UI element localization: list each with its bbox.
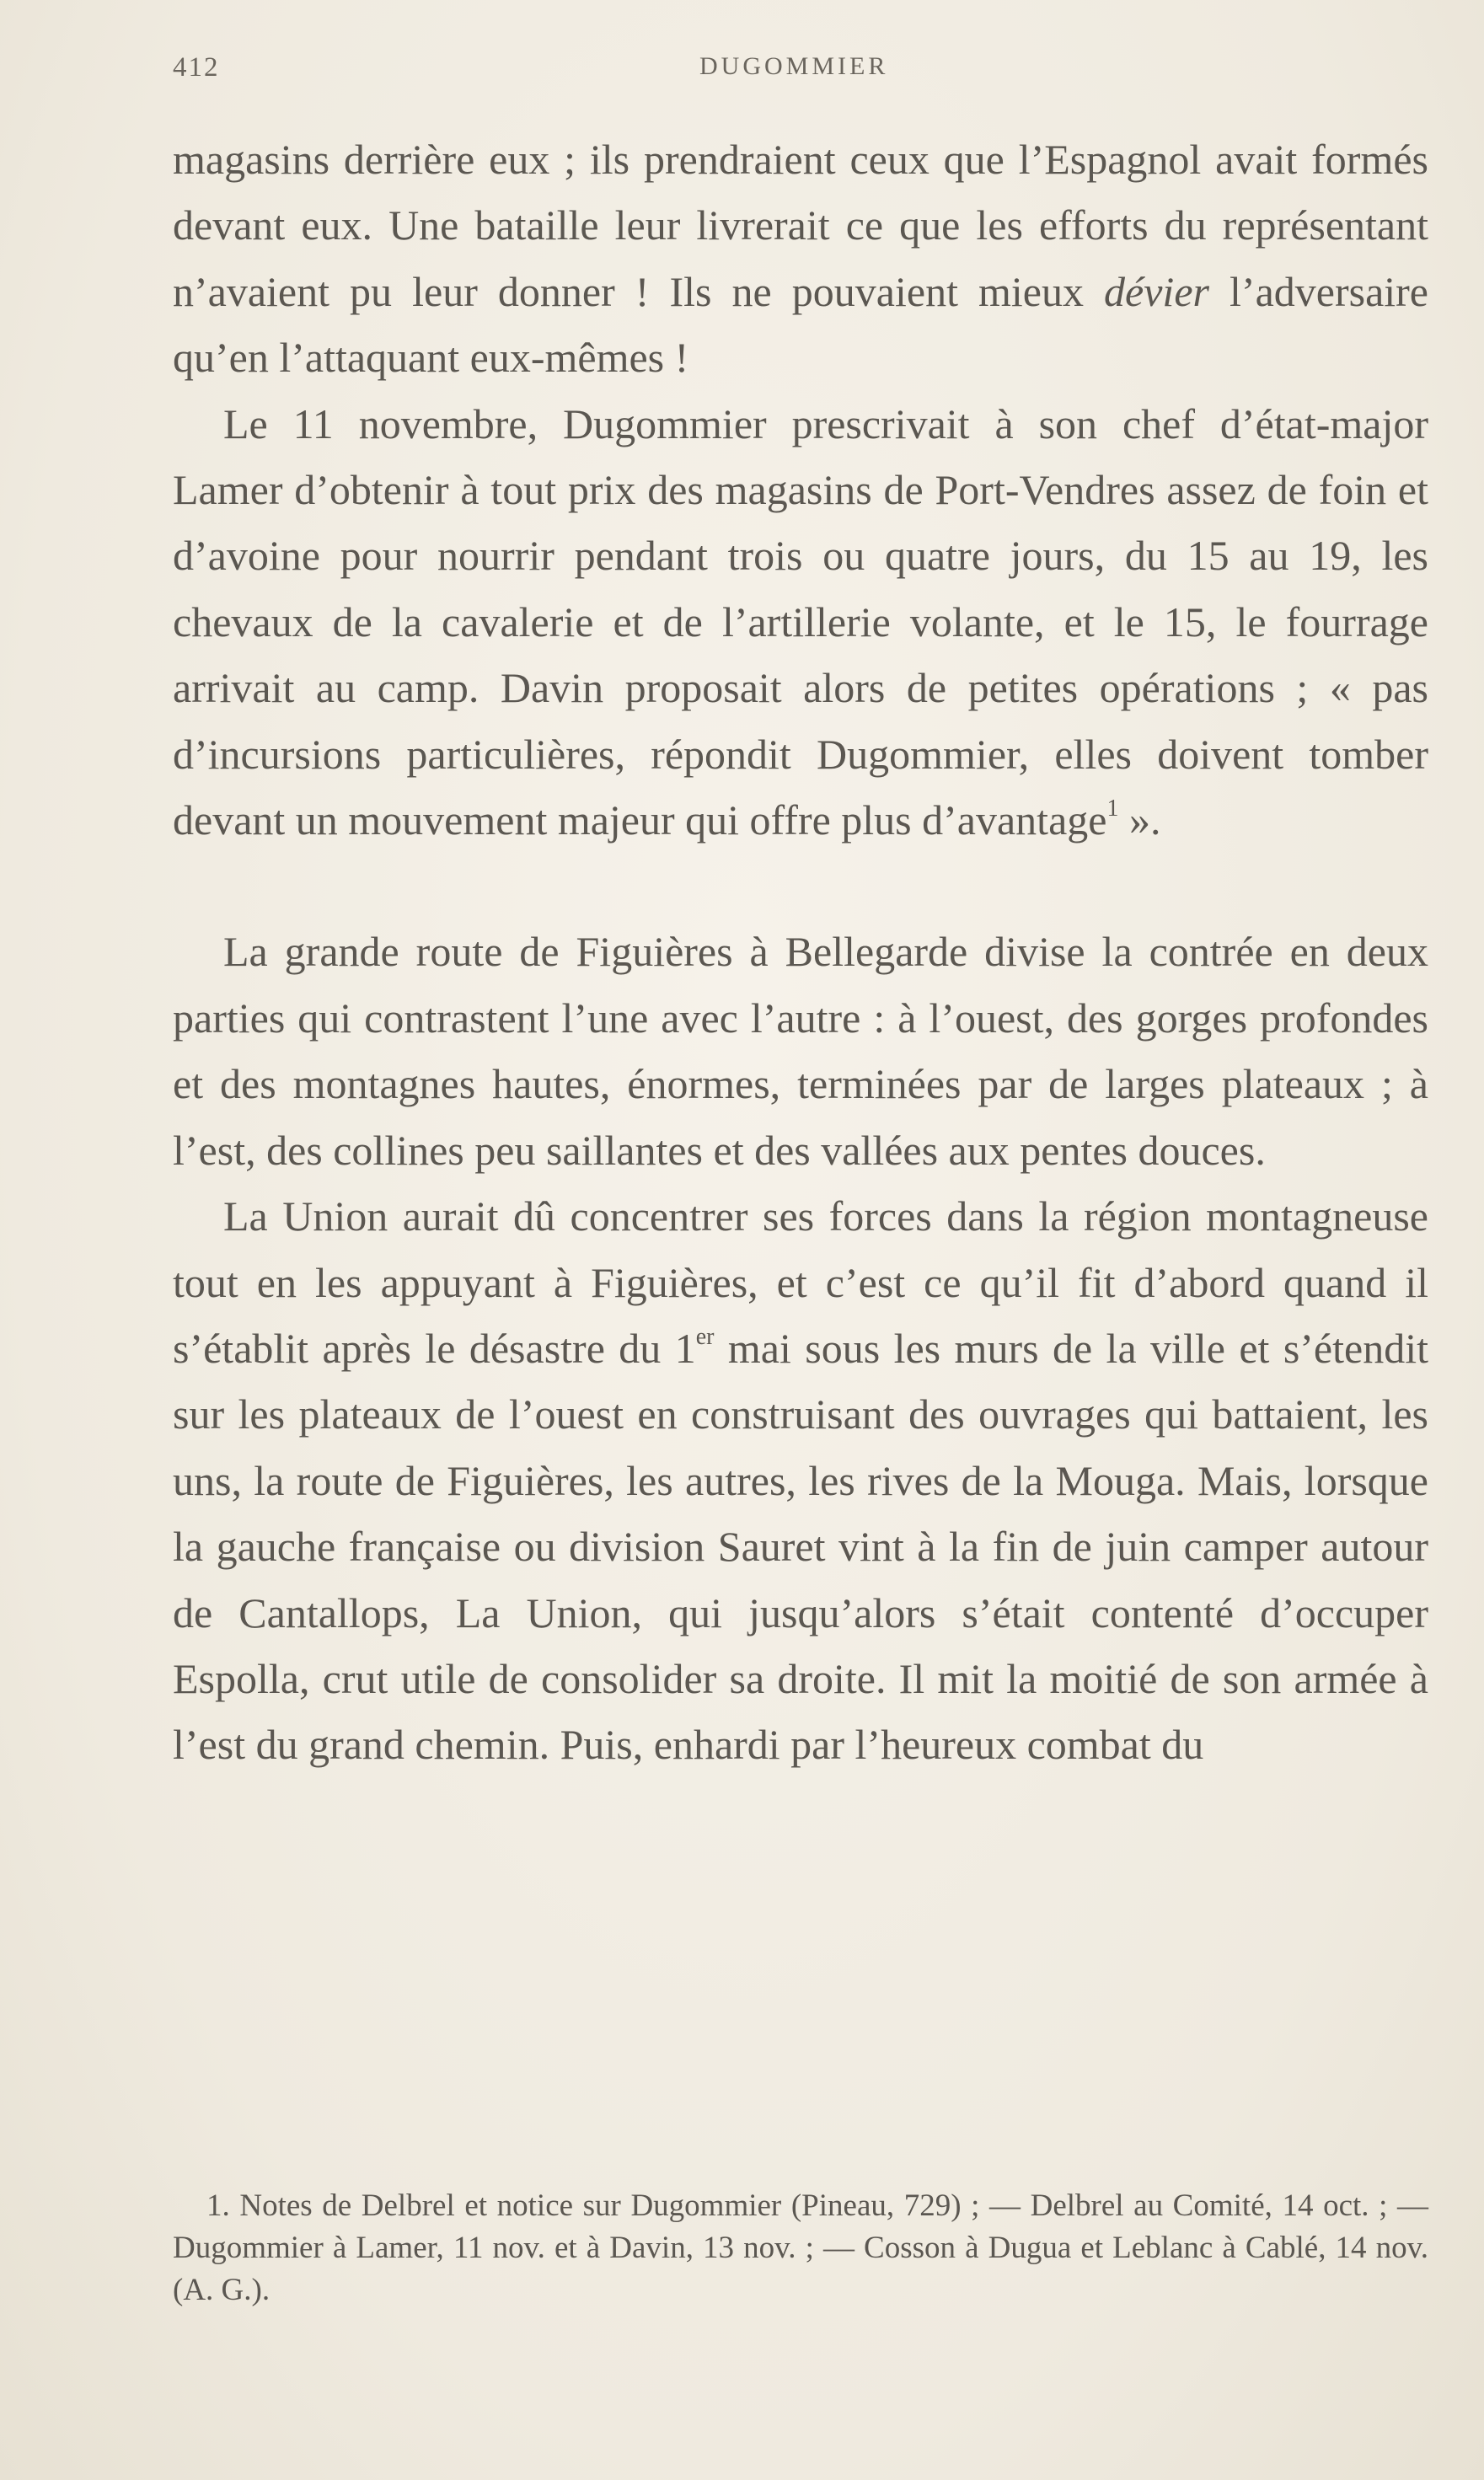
- paragraph-2: Le 11 novembre, Dugommier prescrivait à son chef d’état-major Lamer d’obtenir à tout prix des magasins de Port-Vendres assez de foin et d’avoine pour nourrir pendant trois ou quatre jours, du 15 au 19, les chevaux de la cavalerie et de l’artillerie volante, et le 15, le fourrage arrivait au camp. Davin proposait alors de petites opérations ; « pas d’incursions particulières, répondit Dugommier, elles doivent tomber devant un mouvement majeur qui offre plus d’avantage$^1$ ».: [173, 399, 1428, 844]
- running-title: DUGOMMIER: [699, 52, 889, 80]
- running-head: [173, 52, 1353, 94]
- paragraph-4: La Union aurait dû concentrer ses forces dans la région montagneuse tout en les appuyant à Figuières, et c’est ce qu’il fit d’abord quand il s’établit après le désastre du 1er mai sous les murs de la ville et s’étendit sur les plateaux de l’ouest en construisant des ouvrages qui battaient, les uns, la route de Figuières, les autres, les rives de la Mouga. Mais, lorsque la gauche française ou division Sauret vint à la fin de juin camper autour de Cantallops, La Union, qui jusqu’alors s’était contenté d’occuper Espolla, crut utile de consolider sa droite. Il mit la moitié de son armée à l’est du grand chemin. Puis, enhardi par l’heureux combat du: [173, 1192, 1428, 1769]
- italic-word: dévier: [1104, 267, 1209, 315]
- paragraph-3: La grande route de Figuières à Bellegarde divise la contrée en deux parties qui contrastent l’une avec l’autre : à l’ouest, des gorges profondes et des montagnes hautes, énormes, terminées par de larges plateaux ; à l’est, des collines peu saillantes et des vallées aux pentes douces.: [173, 928, 1428, 1174]
- body-text: [173, 126, 1428, 1778]
- ordinal-superscript: er: [695, 1323, 715, 1350]
- footnotes: [173, 2185, 1428, 2311]
- page-number: 412: [173, 52, 220, 83]
- footnote-ref: 1: [1106, 795, 1119, 822]
- footnote-1: 1. Notes de Delbrel et notice sur Dugommier (Pineau, 729) ; — Delbrel au Comité, 14 oct. ; — Dugommier à Lamer, 11 nov. et à Davin, 13 nov. ; — Cosson à Dugua et Leblanc à Cablé, 14 nov. (A. G.).: [173, 2188, 1428, 2307]
- paragraph-1: magasins derrière eux ; ils prendraient ceux que l’Espagnol avait formés devant eux. Une bataille leur livrerait ce que les efforts du représentant n’avaient pu leur donner ! Ils ne pouvaient mieux dévier l’adversaire qu’en l’attaquant eux-mêmes !: [173, 136, 1428, 382]
